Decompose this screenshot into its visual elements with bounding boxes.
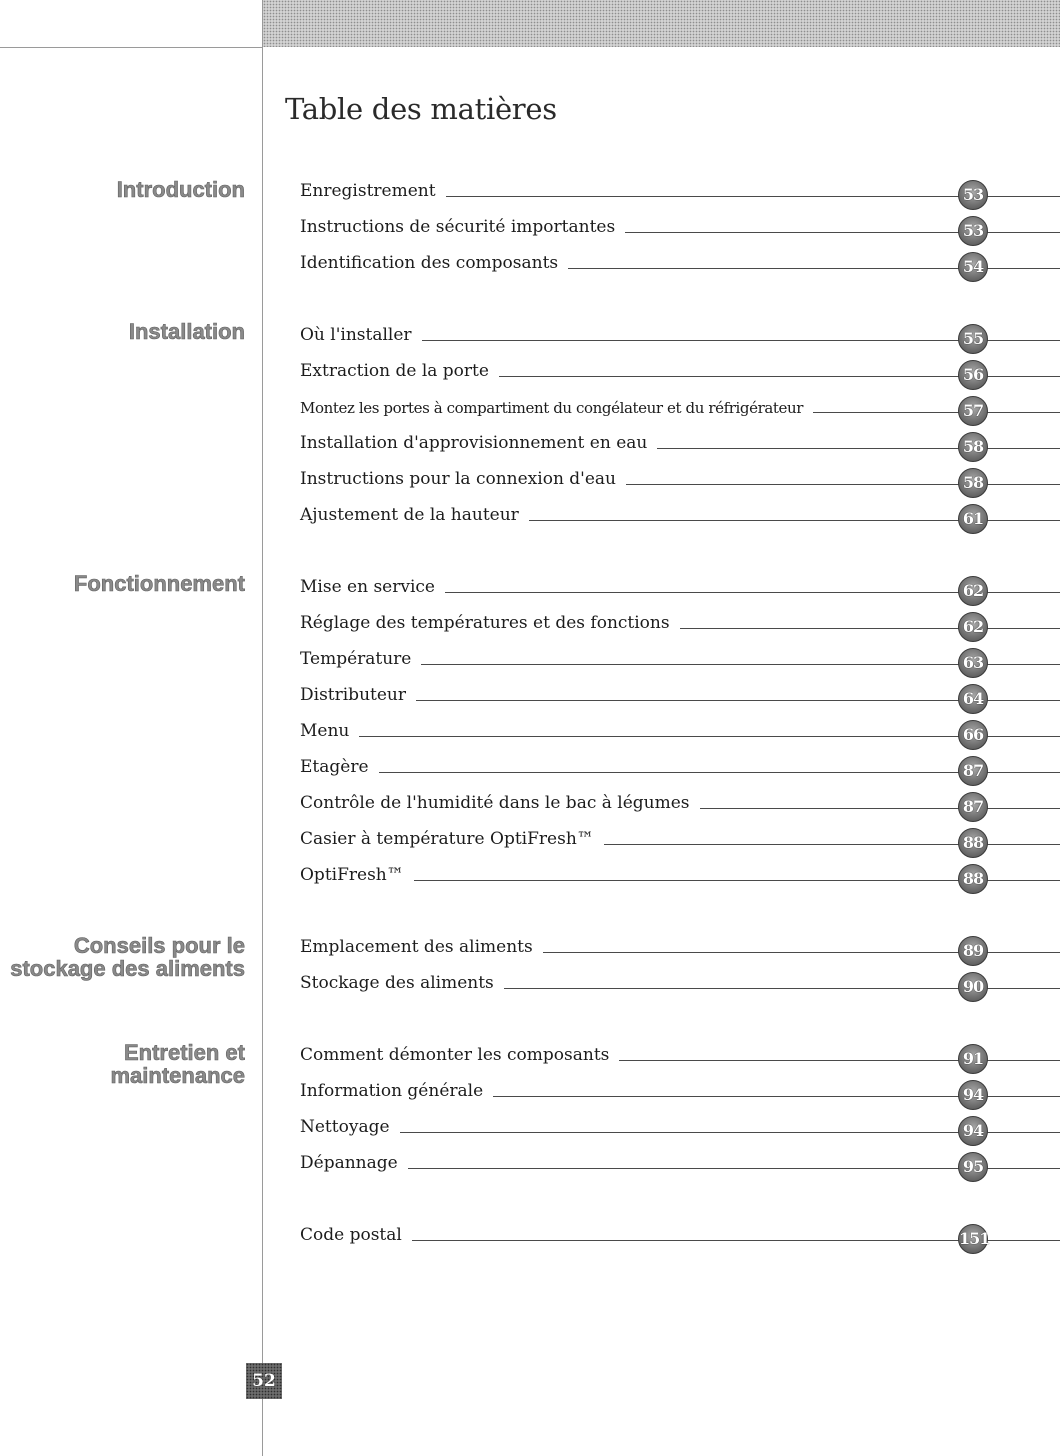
page-number-badge: 58 [958, 432, 988, 462]
page-number-badge: 58 [958, 468, 988, 498]
page-title: Table des matières [285, 92, 557, 126]
section-fonctionnement: Fonctionnement [73, 571, 245, 596]
toc-entry-label: Information générale [300, 1081, 493, 1101]
toc-entry-label: Mise en service [300, 577, 445, 597]
toc-entry-demonter-composants[interactable] [300, 1039, 1060, 1075]
toc-entry-optifresh[interactable] [300, 859, 1060, 895]
toc-entry-emplacement-aliments[interactable] [300, 931, 1060, 967]
page-number-badge: 54 [958, 252, 988, 282]
toc-entry-instructions-securite[interactable] [300, 211, 1060, 247]
toc-entry-label: Montez les portes à compartiment du congélateur et du réfrigérateur [300, 399, 813, 417]
toc-entry-label: Température [300, 649, 421, 669]
page-number-badge: 64 [958, 684, 988, 714]
toc-entry-label: Ajustement de la hauteur [300, 505, 529, 525]
toc-entry-label: Réglage des températures et des fonctions [300, 613, 680, 633]
toc-entry-label: Menu [300, 721, 359, 741]
toc-entry-depannage[interactable] [300, 1147, 1060, 1183]
toc-entry-label: Code postal [300, 1225, 412, 1245]
page-number-badge: 66 [958, 720, 988, 750]
page-number: 52 [246, 1363, 282, 1399]
page-number-badge: 61 [958, 504, 988, 534]
toc-entry-label: Identification des composants [300, 253, 568, 273]
toc-entry-ajustement-hauteur[interactable] [300, 499, 1060, 535]
toc-entry-label: Instructions pour la connexion d'eau [300, 469, 626, 489]
page-number-badge: 89 [958, 936, 988, 966]
toc-entry-code-postal[interactable] [300, 1219, 1060, 1255]
toc-entry-label: Comment démonter les composants [300, 1045, 619, 1065]
page-number-badge: 88 [958, 864, 988, 894]
section-conseils-stockage: Conseils pour le stockage des aliments [10, 933, 245, 981]
toc-entry-label: Extraction de la porte [300, 361, 499, 381]
page-number-badge: 53 [958, 180, 988, 210]
leader-line [300, 1240, 1060, 1241]
toc-entry-nettoyage[interactable] [300, 1111, 1060, 1147]
page-number-badge: 88 [958, 828, 988, 858]
toc-entry-label: OptiFresh™ [300, 865, 414, 885]
header-band [263, 0, 1060, 47]
page-number-badge: 55 [958, 324, 988, 354]
page-number-badge: 94 [958, 1116, 988, 1146]
toc-entry-information-generale[interactable] [300, 1075, 1060, 1111]
toc-entry-label: Contrôle de l'humidité dans le bac à légumes [300, 793, 700, 813]
toc-entry-etagere[interactable] [300, 751, 1060, 787]
toc-entry-label: Etagère [300, 757, 379, 777]
page-number-badge: 63 [958, 648, 988, 678]
toc-entry-temperature[interactable] [300, 643, 1060, 679]
toc-entry-label: Emplacement des aliments [300, 937, 543, 957]
page-number-badge: 90 [958, 972, 988, 1002]
leader-line [300, 736, 1060, 737]
toc-entry-label: Stockage des aliments [300, 973, 504, 993]
toc-entry-casier-optifresh[interactable] [300, 823, 1060, 859]
toc-entry-stockage-aliments[interactable] [300, 967, 1060, 1003]
page-number-badge: 87 [958, 756, 988, 786]
toc-entry-label: Nettoyage [300, 1117, 400, 1137]
page-number-badge: 91 [958, 1044, 988, 1074]
page-number-badge: 87 [958, 792, 988, 822]
vertical-rule [262, 0, 263, 1456]
toc-entry-mise-en-service[interactable] [300, 571, 1060, 607]
page-number-badge: 62 [958, 612, 988, 642]
toc-entry-identification-composants[interactable] [300, 247, 1060, 283]
leader-line [300, 880, 1060, 881]
leader-line [300, 1132, 1060, 1133]
toc-entry-label: Où l'installer [300, 325, 422, 345]
toc-entry-label: Distributeur [300, 685, 416, 705]
toc-entry-extraction-porte[interactable] [300, 355, 1060, 391]
page-number-badge: 151 [958, 1224, 988, 1254]
page-number-badge: 56 [958, 360, 988, 390]
leader-line [300, 772, 1060, 773]
toc-entry-montez-portes[interactable] [300, 391, 1060, 427]
toc-entry-label: Dépannage [300, 1153, 408, 1173]
toc-entry-label: Installation d'approvisionnement en eau [300, 433, 657, 453]
toc-entry-enregistrement[interactable] [300, 175, 1060, 211]
toc-entry-controle-humidite[interactable] [300, 787, 1060, 823]
page-number-badge: 95 [958, 1152, 988, 1182]
toc-entry-menu[interactable] [300, 715, 1060, 751]
page-number-badge: 94 [958, 1080, 988, 1110]
leader-line [300, 1168, 1060, 1169]
section-introduction: Introduction [116, 177, 245, 202]
toc-entry-approvisionnement-eau[interactable] [300, 427, 1060, 463]
page-number-badge: 53 [958, 216, 988, 246]
top-rule [0, 47, 262, 48]
toc-entry-label: Casier à température OptiFresh™ [300, 829, 604, 849]
section-entretien-maintenance: Entretien et maintenance [110, 1040, 245, 1088]
toc-entry-label: Instructions de sécurité importantes [300, 217, 625, 237]
toc-entry-distributeur[interactable] [300, 679, 1060, 715]
page-number-badge: 57 [958, 396, 988, 426]
toc-entry-connexion-eau[interactable] [300, 463, 1060, 499]
page-number-badge: 62 [958, 576, 988, 606]
toc-entry-label: Enregistrement [300, 181, 446, 201]
section-installation: Installation [128, 319, 245, 344]
toc-entry-reglage-temperatures[interactable] [300, 607, 1060, 643]
toc-entry-ou-installer[interactable] [300, 319, 1060, 355]
